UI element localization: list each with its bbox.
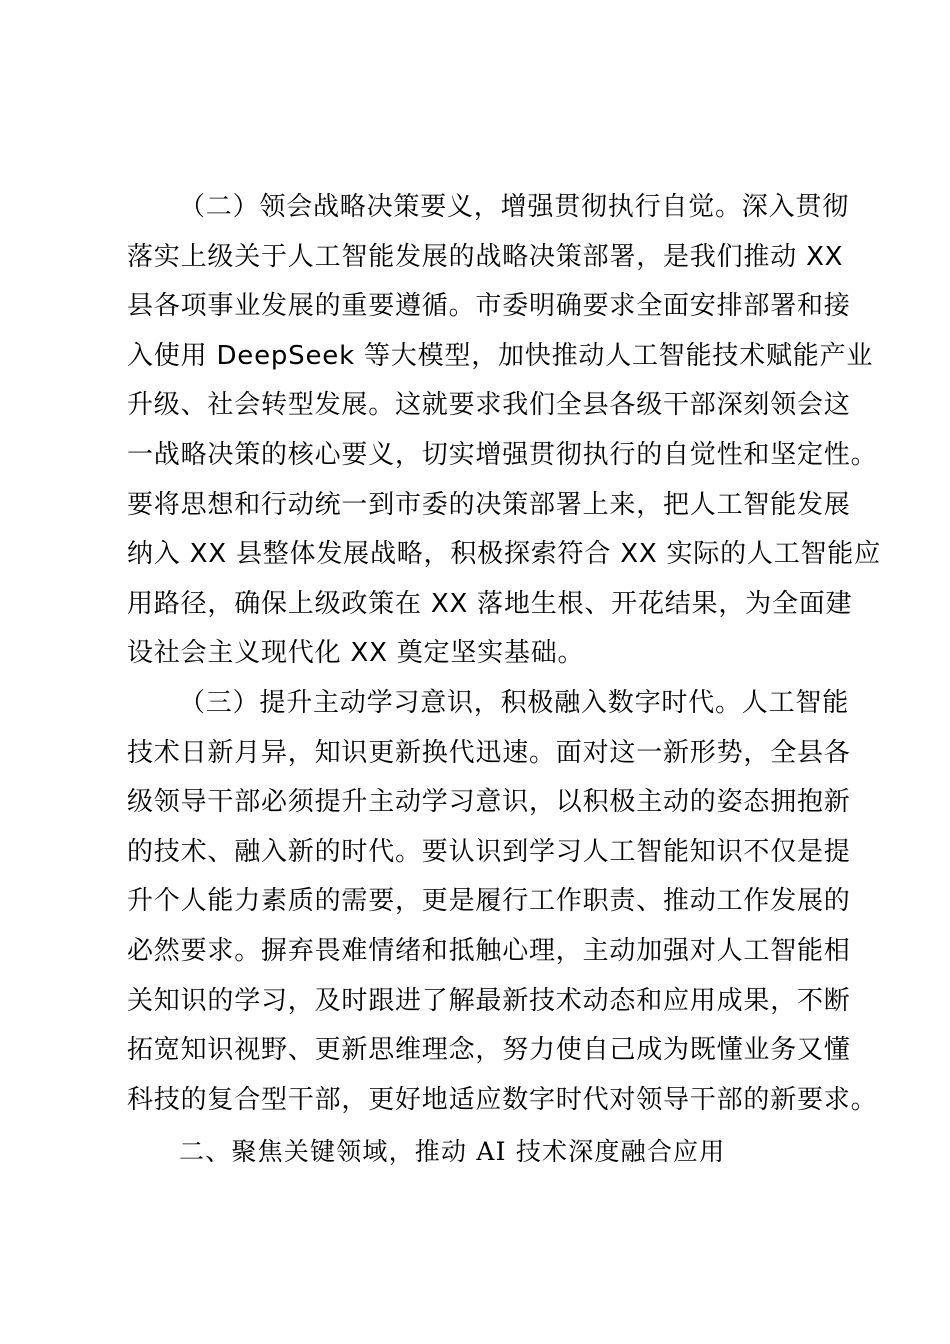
text-line: 入使用 DeepSeek 等大模型，加快推动人工智能技术赋能产业: [127, 340, 874, 371]
text-line: （二）领会战略决策要义，增强贯彻执行自觉。深入贯彻: [179, 192, 850, 222]
text-line: 拓宽知识视野、更新思维理念，努力使自己成为既懂业务又懂: [127, 1035, 851, 1066]
text-line: 升级、社会转型发展。这就要求我们全县各级干部深刻领会这: [127, 390, 851, 421]
text-line: 一战略决策的核心要义，切实增强贯彻执行的自觉性和坚定性。: [127, 439, 878, 470]
text-line: 级领导干部必须提升主动学习意识，以积极主动的姿态拥抱新: [127, 787, 851, 818]
text-line: 纳入 XX 县整体发展战略，积极探索符合 XX 实际的人工智能应: [127, 539, 881, 570]
text-line: 要将思想和行动统一到市委的决策部署上来，把人工智能发展: [127, 489, 851, 520]
text-line: 用路径，确保上级政策在 XX 落地生根、开花结果，为全面建: [127, 588, 853, 619]
text-line: （三）提升主动学习意识，积极融入数字时代。人工智能: [179, 687, 850, 718]
text-line: 必然要求。摒弃畏难情绪和抵触心理，主动加强对人工智能相: [127, 935, 851, 966]
text-line: 科技的复合型干部，更好地适应数字时代对领导干部的新要求。: [127, 1084, 878, 1115]
paragraph-section-3: [127, 679, 878, 1125]
text-line: 县各项事业发展的重要遵循。市委明确要求全面安排部署和接: [127, 291, 851, 322]
text-line: 升个人能力素质的需要，更是履行工作职责、推动工作发展的: [127, 886, 851, 917]
section-heading: 二、聚焦关键领域，推动 AI 技术深度融合应用: [179, 1137, 726, 1166]
paragraph-section-2: [127, 183, 881, 679]
text-line: 落实上级关于人工智能发展的战略决策部署，是我们推动 XX: [127, 241, 844, 272]
text-line: 关知识的学习，及时跟进了解最新技术动态和应用成果，不断: [127, 985, 851, 1016]
text-line: 的技术、融入新的时代。要认识到学习人工智能知识不仅是提: [127, 836, 851, 867]
text-line: 设社会主义现代化 XX 奠定坚实基础。: [127, 638, 585, 669]
document-body: [127, 183, 881, 1125]
text-line: 技术日新月异，知识更新换代迅速。面对这一新形势，全县各: [127, 737, 851, 768]
